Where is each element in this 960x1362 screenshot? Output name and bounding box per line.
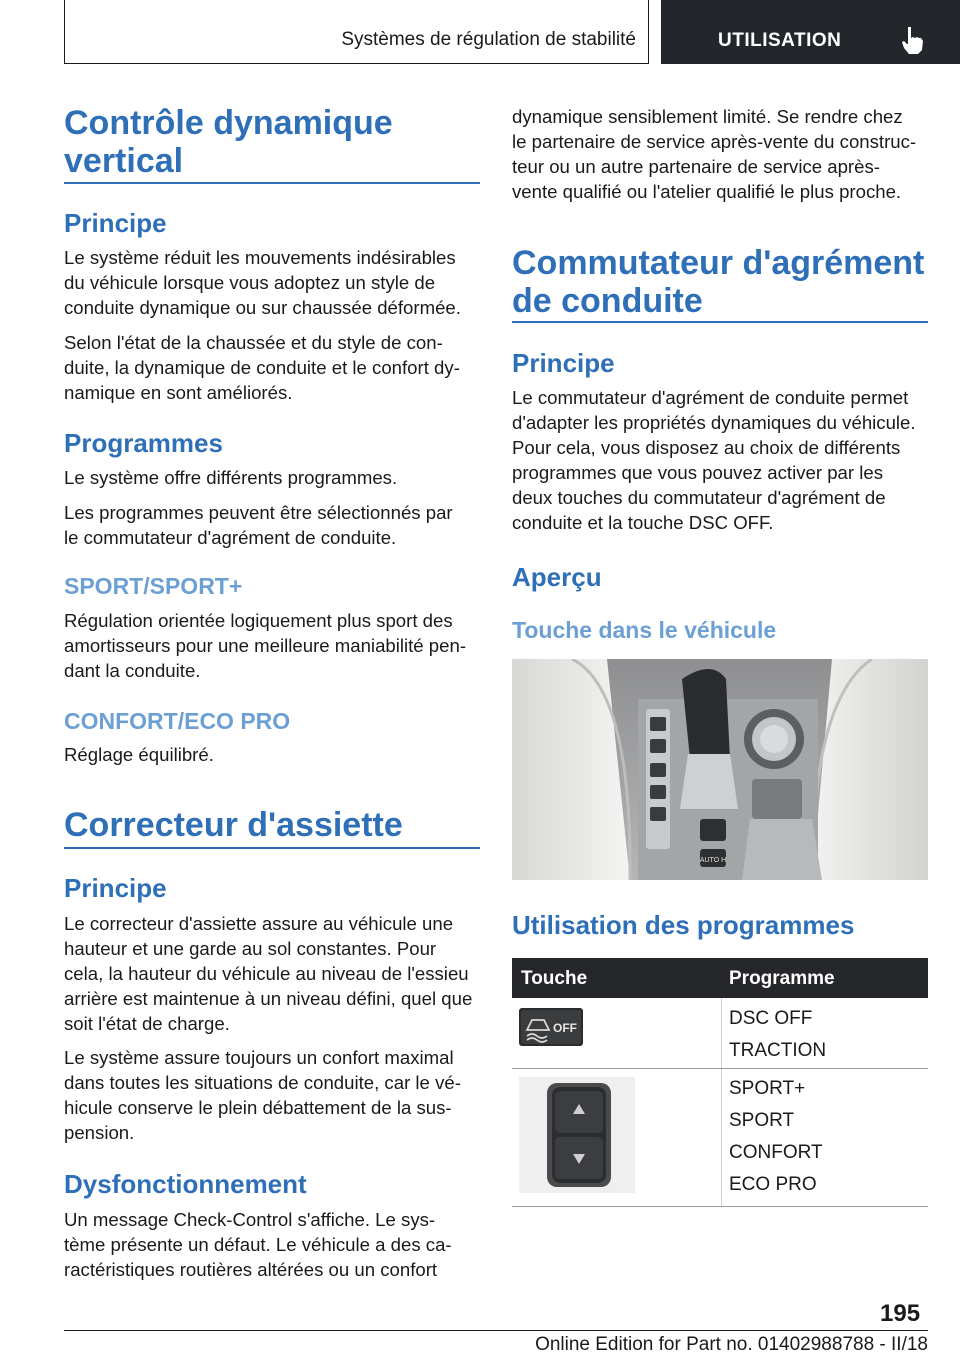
column-separator <box>721 1069 722 1206</box>
paragraph: Le système réduit les mouvements indésirables du véhicule lorsque vous adoptez un style de conduite dynamique ou sur chaussée déformée. <box>64 247 461 318</box>
heading-commutateur-agrement: Commutateur d'agrément de conduite <box>512 244 925 320</box>
subheading-touche-vehicule: Touche dans le véhicule <box>512 617 777 643</box>
drive-switch-button-photo <box>519 1077 635 1193</box>
paragraph: Le système offre différents programmes. <box>64 467 398 488</box>
heading-rule <box>64 182 480 184</box>
paragraph: Un message Check-Control s'affiche. Le sys‐ tème présente un défaut. Le véhicule a des ca‐ ractéristiques routières altérées ou un confort <box>64 1209 452 1280</box>
program-sport: SPORT <box>729 1110 795 1131</box>
header-chapter-tab <box>661 0 960 64</box>
paragraph: dynamique sensiblement limité. Se rendre chez le partenaire de service après-vente du construc‐ teur ou un autre partenaire de service après- vente qualifié ou l'atelier qualifié le plus proche. <box>512 106 917 202</box>
table-header-programme: Programme <box>729 968 835 989</box>
program-traction: TRACTION <box>729 1040 827 1061</box>
header-chapter-title: UTILISATION <box>718 30 842 51</box>
auto-hold-button-label: AUTO H <box>699 857 727 864</box>
header-section-title: Systèmes de régulation de stabilité <box>341 29 636 50</box>
header-section-box <box>64 0 649 64</box>
program-sport-plus: SPORT+ <box>729 1078 806 1099</box>
footer-edition: Online Edition for Part no. 01402988788 - II/18 <box>535 1334 928 1355</box>
paragraph: Le correcteur d'assiette assure au véhicule une hauteur et une garde au sol constantes. Pour cela, la hauteur du véhicule au niveau de l'essieu arrière est maintenue à un niveau défini, quel que soit l'état de charge. <box>64 913 473 1034</box>
table-header <box>512 958 928 998</box>
center-console-illustration <box>512 659 928 880</box>
page-number: 195 <box>880 1300 921 1327</box>
subheading-principe: Principe <box>512 348 615 378</box>
footer-rule <box>64 1330 928 1331</box>
program-dsc-off: DSC OFF <box>729 1008 813 1029</box>
heading-controle-dynamique: Contrôle dynamique vertical <box>64 104 393 180</box>
subheading-principe: Principe <box>64 873 167 903</box>
subheading-confort: CONFORT/ECO PRO <box>64 708 291 734</box>
pointing-hand-icon <box>896 24 928 56</box>
dsc-off-icon-text: OFF <box>553 1021 577 1035</box>
table-row-divider <box>512 1206 928 1207</box>
table-header-touche: Touche <box>521 968 588 989</box>
heading-rule <box>512 321 928 323</box>
heading-correcteur-assiette: Correcteur d'assiette <box>64 806 403 844</box>
paragraph: Régulation orientée logiquement plus sport des amortisseurs pour une meilleure maniabilité pen‐ dant la conduite. <box>64 610 467 681</box>
paragraph: Selon l'état de la chaussée et du style de con‐ duite, la dynamique de conduite et le confort dy‐ namique en sont améliorés. <box>64 332 460 403</box>
subheading-apercu: Aperçu <box>512 562 602 592</box>
program-confort: CONFORT <box>729 1142 823 1163</box>
program-eco-pro: ECO PRO <box>729 1174 817 1195</box>
center-console-photo <box>512 659 928 880</box>
paragraph: Réglage équilibré. <box>64 744 214 765</box>
subheading-principe: Principe <box>64 208 167 238</box>
heading-rule <box>64 847 480 849</box>
subheading-utilisation-programmes: Utilisation des programmes <box>512 910 855 940</box>
column-separator <box>721 998 722 1068</box>
dsc-off-button-icon <box>519 1008 583 1046</box>
subheading-programmes: Programmes <box>64 428 223 458</box>
table-row-divider <box>512 1068 928 1069</box>
subheading-sport: SPORT/SPORT+ <box>64 573 243 599</box>
subheading-dysfonctionnement: Dysfonctionnement <box>64 1169 307 1199</box>
paragraph: Le commutateur d'agrément de conduite permet d'adapter les propriétés dynamiques du véhicule. Pour cela, vous disposez au choix de différents programmes que vous pouvez activer par les deux touches du commutateur d'agrément de conduite et la touche DSC OFF. <box>512 387 916 533</box>
paragraph: Les programmes peuvent être sélectionnés par le commutateur d'agrément de conduite. <box>64 502 453 548</box>
paragraph: Le système assure toujours un confort maximal dans toutes les situations de conduite, car le vé‐ hicule conserve le plein débattement de la sus‐ pension. <box>64 1047 461 1143</box>
drive-switch-up-down-icon <box>519 1077 635 1193</box>
